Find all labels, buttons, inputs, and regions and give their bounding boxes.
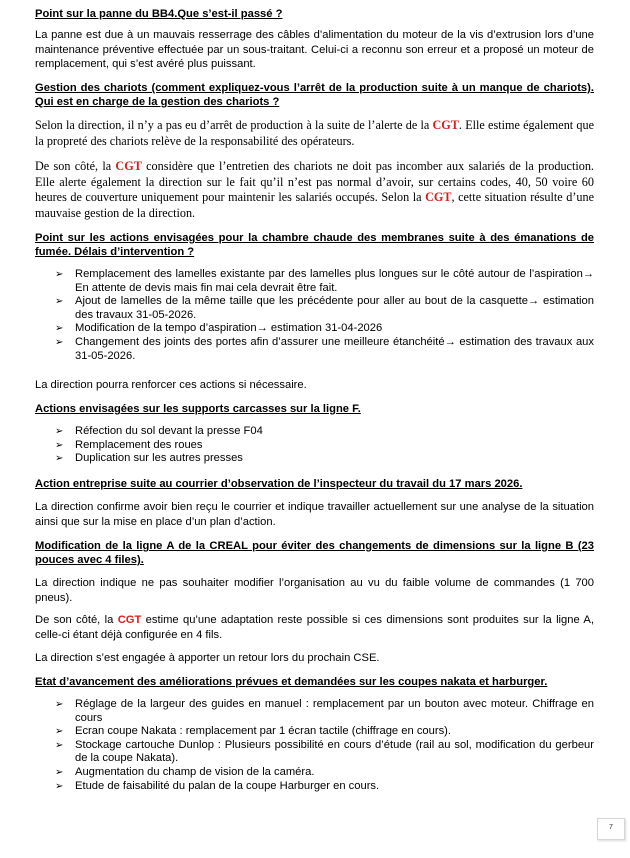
list-item: ➢ Réfection du sol devant la presse F04 xyxy=(55,425,263,437)
page-number: 7 xyxy=(597,818,625,840)
list-item: ➢ Réglage de la largeur des guides en manuel : remplacement par un bouton avec moteur. Chiffrage en cours xyxy=(55,698,594,724)
arrowhead-bullet-icon: ➢ xyxy=(55,780,64,792)
list-item: ➢ Changement des joints des portes afin d’assurer une meilleure étanchéité→ estimation des travaux aux 31-05-2026. xyxy=(55,335,594,362)
list-item: ➢ Etude de faisabilité du palan de la coupe Harburger en cours. xyxy=(55,779,380,792)
paragraph-creal-cgt: De son côté, la CGT estime qu’une adaptation reste possible si ces dimensions sont produites sur la ligne A, celle-ci étant déjà configurée en 4 fils. xyxy=(35,614,594,641)
arrowhead-bullet-icon: ➢ xyxy=(55,726,64,738)
list-supports-carcasses xyxy=(55,425,594,466)
list-item: ➢ Ajout de lamelles de la même taille que les précédente pour aller au bout de la casquette→ estimation des travaux 31-05-2026. xyxy=(55,295,594,321)
section-heading-creal: Modification de la ligne A de la CREAL pour éviter des changements de dimensions sur la ligne B (23 pouces avec 4 files). xyxy=(35,540,594,566)
arrowhead-bullet-icon: ➢ xyxy=(55,296,64,308)
paragraph-bb4: La panne est due à un mauvais resserrage des câbles d’alimentation du moteur de la vis d’extrusion lors d’une maintenance préventive effectuée par un sous-traitant. Celui-ci a reconnu son erreur et a proposé un moteur de remplacement, qui s’est avéré plus puissant. xyxy=(35,29,594,70)
list-coupes xyxy=(55,698,594,793)
section-heading-chambre-chaude: Point sur les actions envisagées pour la chambre chaude des membranes suite à des émanations de fumée. Délais d’intervention ? xyxy=(35,232,594,258)
paragraph-creal-retour: La direction s’est engagée à apporter un retour lors du prochain CSE. xyxy=(35,652,380,664)
list-item: ➢ Remplacement des roues xyxy=(55,438,203,451)
arrowhead-bullet-icon: ➢ xyxy=(55,323,64,335)
paragraph-chambre-chaude-note: La direction pourra renforcer ces actions si nécessaire. xyxy=(35,379,307,391)
paragraph-chariots-cgt: De son côté, la CGT considère que l’entretien des chariots ne doit pas incomber aux salariés de la production. Elle alerte également la direction sur le fait qu’il n’est pas normal d’avoir, sur certains codes, 40, 50 voire 60 heures de couverture uniquement pour maintenir les salariés occupés. Selon la CGT, cette situation résulte d’une mauvaise gestion de la direction. xyxy=(35,159,594,220)
section-heading-inspecteur: Action entreprise suite au courrier d’observation de l’inspecteur du travail du 17 mars 2026. xyxy=(35,478,523,490)
paragraph-creal-direction: La direction indique ne pas souhaiter modifier l’organisation au vu du faible volume de commandes (1 700 pneus). xyxy=(35,577,594,604)
list-item: ➢ Modification de la tempo d’aspiration→ estimation 31-04-2026 xyxy=(55,322,383,335)
arrowhead-bullet-icon: ➢ xyxy=(55,766,64,778)
list-item: ➢ Duplication sur les autres presses xyxy=(55,452,243,465)
arrowhead-bullet-icon: ➢ xyxy=(55,699,64,710)
cgt-mention: CGT xyxy=(117,614,142,626)
section-heading-supports-carcasses: Actions envisagées sur les supports carcasses sur la ligne F. xyxy=(35,403,361,415)
section-heading-coupes: Etat d’avancement des améliorations prévues et demandées sur les coupes nakata et harburger. xyxy=(35,676,548,688)
section-heading-bb4: Point sur la panne du BB4.Que s’est-il passé ? xyxy=(35,8,283,20)
list-item: ➢ Stockage cartouche Dunlop : Plusieurs possibilité en cours d’étude (rail au sol, modification du gerbeur de la coupe Nakata). xyxy=(55,738,594,765)
arrowhead-bullet-icon: ➢ xyxy=(55,269,64,280)
list-item: ➢ Augmentation du champ de vision de la caméra. xyxy=(55,765,315,778)
arrowhead-bullet-icon: ➢ xyxy=(55,426,64,437)
paragraph-chariots-direction: Selon la direction, il n’y a pas eu d’arrêt de production à la suite de l’alerte de la CGT. Elle estime également que la propreté des chariots relève de la responsabilité des opérateurs. xyxy=(35,118,594,148)
arrowhead-bullet-icon: ➢ xyxy=(55,453,64,465)
cgt-mention: CGT xyxy=(432,118,459,132)
arrowhead-bullet-icon: ➢ xyxy=(55,739,64,751)
list-chambre-chaude xyxy=(55,268,594,363)
arrowhead-bullet-icon: ➢ xyxy=(55,336,64,348)
paragraph-inspecteur: La direction confirme avoir bien reçu le courrier et indique travailler actuellement sur une analyse de la situation ainsi que sur la mise en place d’un plan d’action. xyxy=(35,501,594,528)
list-item: ➢ Remplacement des lamelles existante par des lamelles plus longues sur le côté autour de l’aspiration→ En attente de devis mais fin mai cela devrait être fait. xyxy=(55,268,594,294)
arrowhead-bullet-icon: ➢ xyxy=(55,439,64,451)
cgt-mention: CGT xyxy=(115,159,142,173)
section-heading-chariots: Gestion des chariots (comment expliquez-vous l’arrêt de la production suite à un manque de chariots). Qui est en charge de la gestion des chariots ? xyxy=(35,82,594,108)
list-item: ➢ Ecran coupe Nakata : remplacement par 1 écran tactile (chiffrage en cours). xyxy=(55,725,452,738)
cgt-mention: CGT xyxy=(425,190,452,205)
